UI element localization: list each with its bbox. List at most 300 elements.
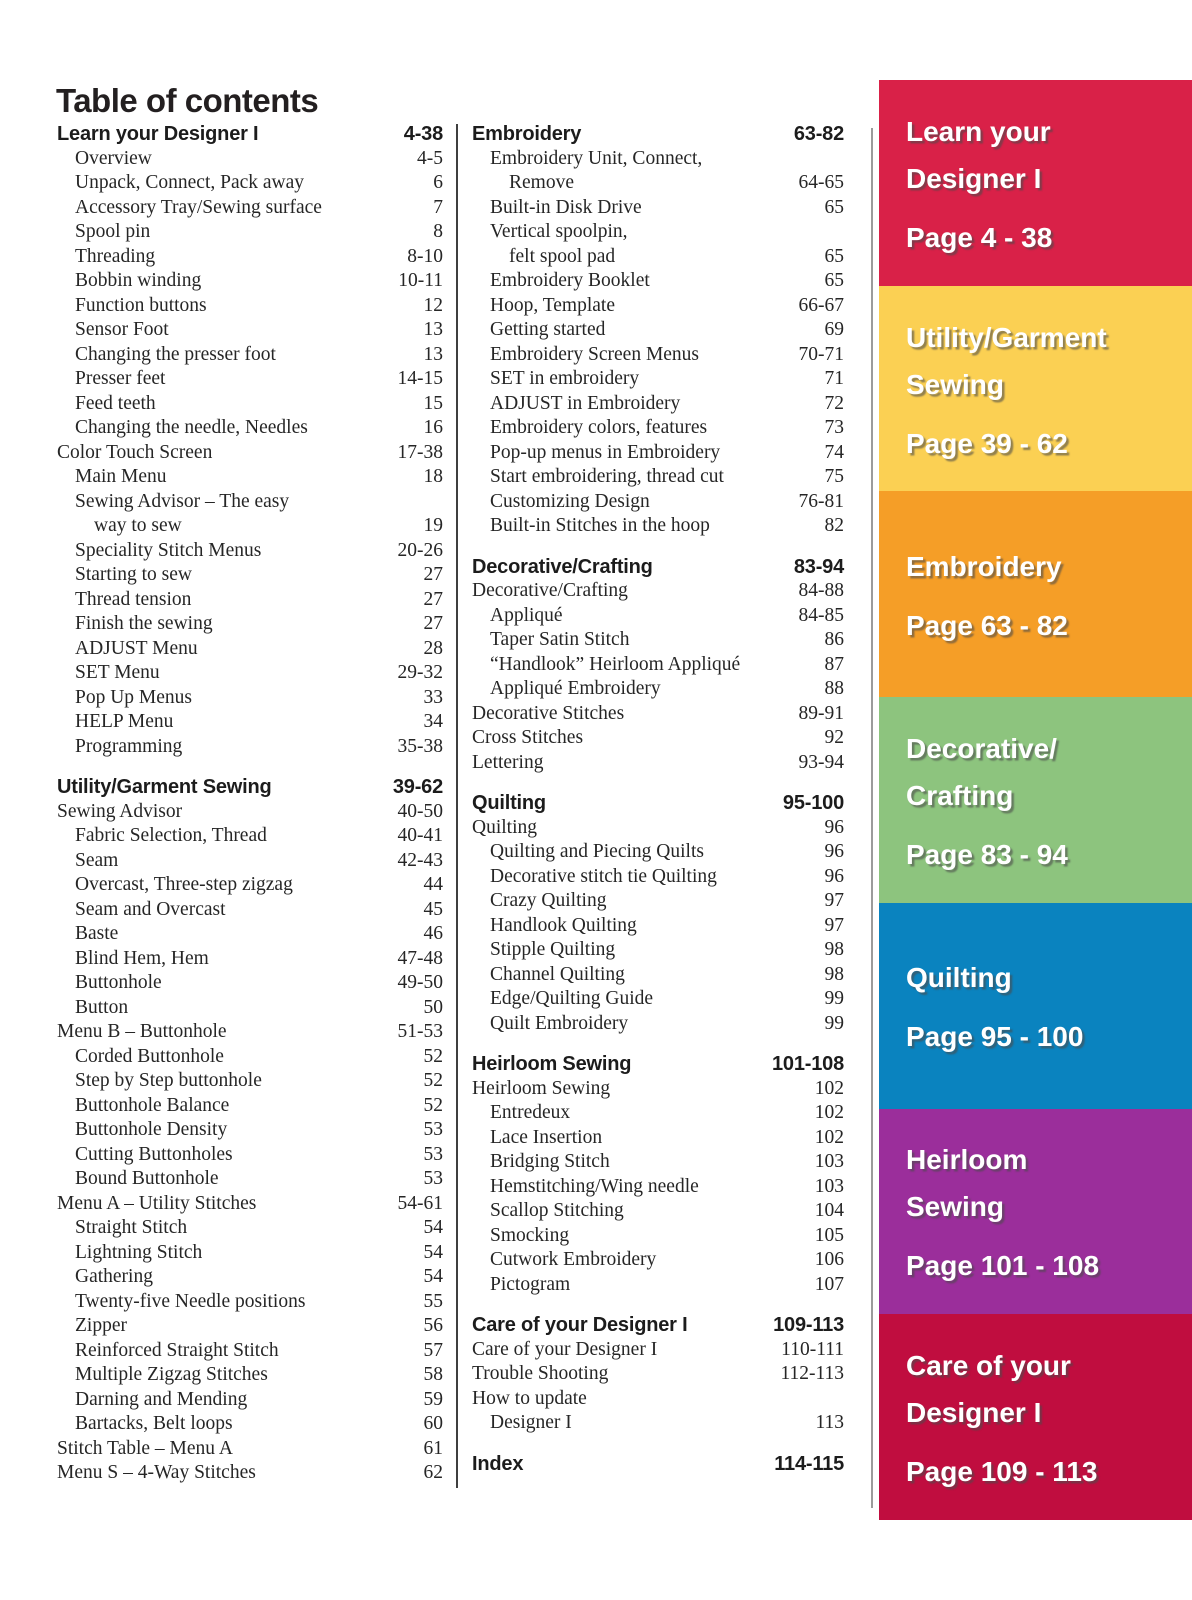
toc-entry-page: 7 (433, 196, 443, 218)
toc-entry-page: 4-5 (417, 147, 443, 169)
sidebar-section-page-range: Page 39 - 62 (906, 427, 1068, 459)
toc-entry-label: Embroidery Unit, Connect, (490, 147, 703, 169)
toc-entry-label: Changing the needle, Needles (75, 417, 308, 438)
toc-entry-label: Care of your Designer I (472, 1338, 658, 1360)
toc-entry-page: 20-26 (397, 539, 443, 561)
toc-entry (57, 1192, 443, 1217)
toc-entry (472, 269, 844, 294)
toc-entry (472, 1101, 844, 1126)
toc-entry-page: 46 (423, 923, 443, 944)
toc-section-heading (472, 122, 844, 147)
toc-entry-label: Straight Stitch (75, 1217, 188, 1238)
toc-entry-page: 40-50 (397, 800, 443, 822)
toc-entry (57, 1339, 443, 1364)
toc-entry-page: 69 (824, 319, 844, 340)
toc-entry (57, 1020, 443, 1045)
toc-entry (57, 441, 443, 466)
toc-entry-page: 96 (824, 865, 844, 887)
sidebar-section-block (879, 1109, 1192, 1315)
toc-entry (472, 367, 844, 392)
toc-entry-label: Multiple Zigzag Stitches (75, 1364, 268, 1385)
toc-entry (472, 1362, 844, 1387)
toc-entry-label: Reinforced Straight Stitch (75, 1339, 279, 1361)
toc-section-heading (472, 1313, 844, 1338)
toc-entry-label: Crazy Quilting (490, 890, 607, 911)
toc-entry-label: Menu S – 4-Way Stitches (57, 1462, 256, 1483)
toc-entry-label: Designer I (490, 1412, 572, 1433)
toc-section-heading (472, 1452, 844, 1477)
sidebar-section-block (879, 286, 1192, 492)
toc-entry (57, 1069, 443, 1094)
toc-entry-page: 10-11 (398, 270, 443, 291)
toc-entry-label: ADJUST in Embroidery (490, 392, 681, 414)
toc-entry-label: Quilt Embroidery (490, 1012, 629, 1034)
sidebar-section-block (879, 491, 1192, 697)
toc-entry-page: 83-94 (793, 555, 844, 578)
toc-entry (472, 1387, 844, 1412)
toc-entry-label: HELP Menu (75, 711, 174, 732)
toc-entry (472, 1224, 844, 1249)
toc-entry-page: 54 (423, 1241, 443, 1263)
toc-entry-page: 97 (824, 890, 844, 911)
toc-entry-page: 44 (423, 874, 443, 895)
toc-entry (472, 579, 844, 604)
toc-entry (57, 612, 443, 637)
toc-entry-label: Decorative stitch tie Quilting (490, 865, 717, 887)
toc-entry-page: 107 (814, 1273, 844, 1295)
toc-entry-page: 54 (423, 1217, 443, 1238)
toc-entry-label: Quilting and Piecing Quilts (490, 841, 704, 862)
toc-entry-label: Stitch Table – Menu A (57, 1437, 233, 1459)
toc-entry-page: 8-10 (407, 245, 443, 267)
toc-entry (57, 1290, 443, 1315)
toc-entry (57, 922, 443, 947)
toc-entry-label: Smocking (490, 1224, 570, 1246)
sidebar-section-block (879, 80, 1192, 286)
toc-entry (57, 147, 443, 172)
toc-entry (472, 865, 844, 890)
toc-entry-page: 102 (814, 1102, 844, 1123)
toc-entry-label: Decorative/Crafting (472, 580, 628, 601)
toc-entry-page: 96 (824, 816, 844, 838)
toc-entry-label: Cross Stitches (472, 727, 584, 748)
toc-entry-page: 18 (423, 466, 443, 487)
toc-entry (472, 653, 844, 678)
toc-entry (57, 514, 443, 539)
toc-entry-label: “Handlook” Heirloom Appliqué (490, 653, 741, 675)
toc-entry (57, 416, 443, 441)
toc-entry-label: Sensor Foot (75, 319, 169, 340)
toc-entry-page: 106 (814, 1249, 844, 1270)
toc-entry-page: 17-38 (397, 441, 443, 463)
toc-entry-page: 105 (814, 1224, 844, 1246)
toc-entry-page: 84-88 (798, 580, 844, 601)
toc-entry-page: 12 (423, 294, 443, 316)
toc-entry-page: 109-113 (773, 1314, 844, 1336)
toc-entry-label: Quilting (472, 816, 538, 838)
toc-entry-page: 76-81 (798, 490, 844, 512)
toc-entry (57, 1363, 443, 1388)
section-color-index-sidebar (879, 80, 1192, 1520)
toc-entry-label: Trouble Shooting (472, 1363, 609, 1384)
toc-entry (57, 1241, 443, 1266)
toc-entry-label: How to update (472, 1387, 587, 1409)
toc-entry-label: Embroidery Booklet (490, 270, 650, 291)
toc-entry-label: Getting started (490, 319, 606, 340)
toc-entry (57, 588, 443, 613)
toc-section-heading (472, 555, 844, 580)
toc-entry-label: Stipple Quilting (490, 939, 616, 960)
toc-entry (57, 1143, 443, 1168)
toc-entry (472, 604, 844, 629)
toc-entry-label: Fabric Selection, Thread (75, 825, 267, 846)
toc-entry-label: Care of your Designer I (472, 1314, 688, 1336)
toc-entry-page: 34 (423, 711, 443, 732)
toc-entry-label: Lettering (472, 751, 544, 773)
toc-entry-label: Accessory Tray/Sewing surface (75, 196, 322, 218)
toc-entry (472, 392, 844, 417)
toc-entry (472, 1411, 844, 1436)
toc-entry-label: Heirloom Sewing (472, 1053, 632, 1075)
toc-entry-page: 50 (423, 996, 443, 1018)
toc-entry-page: 98 (824, 939, 844, 960)
toc-entry-label: Finish the sewing (75, 613, 213, 634)
toc-entry-label: Start embroidering, thread cut (490, 466, 724, 487)
toc-entry-label: Changing the presser foot (75, 343, 276, 365)
toc-entry-page: 112-113 (780, 1363, 844, 1384)
toc-entry (57, 1167, 443, 1192)
sidebar-section-title-line: Care of your (906, 1350, 1071, 1382)
toc-entry (472, 147, 844, 172)
toc-entry (57, 637, 443, 662)
toc-entry-page: 57 (423, 1339, 443, 1361)
toc-entry (472, 245, 844, 270)
toc-entry-label: Blind Hem, Hem (75, 947, 209, 969)
toc-entry (57, 1412, 443, 1437)
toc-entry-label: Button (75, 996, 129, 1018)
toc-entry-page: 33 (423, 686, 443, 708)
sidebar-section-page-range: Page 95 - 100 (906, 1021, 1084, 1053)
toc-entry-label: Index (472, 1452, 524, 1475)
toc-entry-page: 8 (433, 221, 443, 242)
toc-entry-page: 54 (423, 1266, 443, 1287)
sidebar-section-title-line: Learn your (906, 115, 1051, 147)
toc-entry-label: Utility/Garment Sewing (57, 776, 272, 798)
toc-entry-page: 101-108 (772, 1053, 844, 1075)
toc-entry-label: Quilting (472, 792, 546, 814)
toc-entry-label: Corded Buttonhole (75, 1045, 224, 1067)
toc-entry (57, 563, 443, 588)
toc-entry-page: 71 (824, 368, 844, 389)
toc-entry-label: Pop Up Menus (75, 686, 193, 708)
toc-entry-label: Bridging Stitch (490, 1151, 610, 1172)
toc-entry-label: Embroidery (472, 123, 582, 145)
toc-entry-page: 53 (423, 1143, 443, 1165)
toc-entry-label: Step by Step buttonhole (75, 1070, 262, 1091)
toc-entry-label: Speciality Stitch Menus (75, 539, 262, 561)
toc-entry-page: 19 (423, 515, 443, 536)
toc-entry-page: 95-100 (782, 792, 844, 814)
toc-entry (57, 269, 443, 294)
toc-entry (57, 661, 443, 686)
toc-entry (472, 490, 844, 515)
toc-entry-page: 61 (423, 1437, 443, 1459)
toc-entry (472, 220, 844, 245)
toc-entry-page: 96 (824, 841, 844, 862)
sidebar-section-title-line: Sewing (906, 368, 1005, 400)
toc-entry (472, 441, 844, 466)
toc-entry-label: Hemstitching/Wing needle (490, 1175, 699, 1197)
toc-entry-label: Hoop, Template (490, 294, 615, 316)
toc-entry-page: 35-38 (397, 735, 443, 757)
toc-entry (57, 245, 443, 270)
toc-entry (472, 1338, 844, 1363)
toc-entry-label: Buttonhole Balance (75, 1094, 230, 1116)
toc-entry-label: Handlook Quilting (490, 914, 637, 936)
toc-entry (472, 914, 844, 939)
toc-entry (57, 490, 443, 515)
toc-entry-page: 40-41 (397, 825, 443, 846)
toc-entry-page: 28 (423, 637, 443, 659)
toc-entry (472, 343, 844, 368)
toc-entry (57, 824, 443, 849)
toc-entry-page: 92 (824, 727, 844, 748)
toc-entry-label: Bound Buttonhole (75, 1168, 219, 1189)
column-divider-line (456, 124, 458, 1488)
toc-section-heading (472, 791, 844, 816)
sidebar-section-block (879, 903, 1192, 1109)
toc-entry-page: 53 (423, 1119, 443, 1140)
toc-entry-label: Learn your Designer I (57, 123, 259, 145)
toc-entry-label: Heirloom Sewing (472, 1077, 611, 1099)
toc-entry-page: 42-43 (397, 849, 443, 871)
toc-entry (57, 343, 443, 368)
toc-entry-page: 114-115 (774, 1452, 844, 1475)
toc-entry (472, 938, 844, 963)
toc-entry-label: Cutting Buttonholes (75, 1143, 233, 1165)
toc-entry (472, 1150, 844, 1175)
toc-entry (57, 196, 443, 221)
toc-entry (472, 1077, 844, 1102)
toc-entry-label: Seam (75, 849, 119, 871)
toc-entry-label: Entredeux (490, 1102, 571, 1123)
toc-entry-page: 6 (433, 172, 443, 193)
toc-entry-page: 62 (423, 1462, 443, 1483)
toc-entry-label: Appliqué (490, 604, 563, 626)
toc-entry-label: Darning and Mending (75, 1388, 248, 1410)
sidebar-section-title-line: Utility/Garment (906, 321, 1107, 353)
toc-entry-page: 75 (824, 466, 844, 487)
toc-entry-page: 65 (824, 196, 844, 218)
toc-entry (57, 971, 443, 996)
toc-entry-page: 13 (423, 343, 443, 365)
toc-entry-label: Buttonhole Density (75, 1119, 228, 1140)
toc-entry-page: 98 (824, 963, 844, 985)
toc-entry-page: 15 (423, 392, 443, 414)
toc-entry (57, 318, 443, 343)
toc-entry-label: Lace Insertion (490, 1126, 603, 1148)
toc-entry-label: Feed teeth (75, 392, 156, 414)
toc-entry-page: 86 (824, 629, 844, 650)
toc-entry (57, 1388, 443, 1413)
toc-entry-label: Presser feet (75, 368, 166, 389)
sidebar-section-page-range: Page 109 - 113 (906, 1456, 1098, 1488)
toc-entry (57, 392, 443, 417)
toc-entry (57, 1045, 443, 1070)
toc-entry (472, 702, 844, 727)
sidebar-section-title-line: Heirloom (906, 1144, 1028, 1176)
toc-entry-label: Bobbin winding (75, 270, 202, 291)
toc-entry (57, 849, 443, 874)
toc-entry (472, 889, 844, 914)
toc-section-heading (57, 122, 443, 147)
toc-entry-page: 102 (814, 1077, 844, 1099)
toc-entry-page: 56 (423, 1315, 443, 1336)
toc-entry-label: Built-in Stitches in the hoop (490, 515, 710, 536)
toc-entry (472, 514, 844, 539)
toc-entry (472, 1012, 844, 1037)
toc-entry (57, 367, 443, 392)
toc-entry-page: 39-62 (392, 776, 443, 798)
toc-entry-page: 113 (815, 1412, 844, 1433)
toc-entry-page: 84-85 (798, 604, 844, 626)
toc-entry (472, 416, 844, 441)
toc-entry (472, 294, 844, 319)
toc-entry-page: 65 (824, 270, 844, 291)
toc-entry-page: 64-65 (798, 172, 844, 193)
toc-entry (57, 947, 443, 972)
toc-entry-page: 93-94 (798, 751, 844, 773)
toc-column-middle (472, 122, 844, 1476)
toc-entry (472, 840, 844, 865)
toc-entry-page: 27 (423, 613, 443, 634)
toc-entry (57, 686, 443, 711)
sidebar-section-page-range: Page 4 - 38 (906, 221, 1053, 253)
toc-entry-label: Twenty-five Needle positions (75, 1290, 306, 1312)
toc-entry-label: Main Menu (75, 466, 167, 487)
sidebar-section-title-line: Embroidery (906, 550, 1062, 582)
toc-entry (57, 996, 443, 1021)
toc-entry (57, 1094, 443, 1119)
toc-entry-label: SET Menu (75, 662, 160, 683)
sidebar-section-title-line: Decorative/ (906, 733, 1057, 765)
toc-entry-label: Thread tension (75, 588, 192, 610)
toc-entry (472, 987, 844, 1012)
toc-entry-page: 52 (423, 1094, 443, 1116)
toc-entry-page: 104 (814, 1200, 844, 1221)
toc-entry-page: 70-71 (798, 343, 844, 365)
toc-entry (472, 816, 844, 841)
toc-entry-page: 87 (824, 653, 844, 675)
toc-entry-page: 54-61 (397, 1192, 443, 1214)
toc-entry-label: ADJUST Menu (75, 637, 198, 659)
toc-entry-label: Bartacks, Belt loops (75, 1413, 233, 1434)
toc-entry-label: felt spool pad (509, 245, 616, 267)
toc-entry-page: 99 (824, 988, 844, 1009)
toc-entry-page: 47-48 (397, 947, 443, 969)
toc-entry (57, 1265, 443, 1290)
toc-entry-page: 59 (423, 1388, 443, 1410)
toc-entry-label: Menu B – Buttonhole (57, 1021, 227, 1042)
toc-entry (57, 1216, 443, 1241)
toc-entry-label: Sewing Advisor (57, 800, 183, 822)
toc-entry (472, 465, 844, 490)
toc-entry-page: 60 (423, 1413, 443, 1434)
toc-entry-page: 97 (824, 914, 844, 936)
sidebar-section-block (879, 1314, 1192, 1520)
toc-entry-page: 99 (824, 1012, 844, 1034)
toc-entry (472, 1199, 844, 1224)
toc-entry (57, 539, 443, 564)
toc-entry (57, 800, 443, 825)
page-title: Table of contents (56, 82, 319, 119)
toc-entry-label: Vertical spoolpin, (490, 221, 628, 242)
toc-entry (57, 710, 443, 735)
toc-entry (57, 171, 443, 196)
sidebar-section-page-range: Page 63 - 82 (906, 609, 1068, 641)
toc-entry-page: 45 (423, 898, 443, 920)
toc-entry-label: Decorative/Crafting (472, 555, 653, 578)
toc-entry-label: Customizing Design (490, 490, 650, 512)
toc-entry (472, 1273, 844, 1298)
toc-entry-page: 27 (423, 564, 443, 585)
toc-entry-page: 82 (824, 515, 844, 536)
toc-entry-label: Seam and Overcast (75, 898, 226, 920)
toc-entry-page: 73 (824, 417, 844, 438)
toc-entry-page: 16 (423, 417, 443, 438)
toc-entry-page: 55 (423, 1290, 443, 1312)
toc-entry-label: Remove (509, 172, 574, 193)
toc-section-heading (472, 1052, 844, 1077)
toc-entry-page: 74 (824, 441, 844, 463)
toc-entry-label: Zipper (75, 1315, 127, 1336)
toc-entry (57, 220, 443, 245)
toc-entry (472, 751, 844, 776)
toc-entry-label: Menu A – Utility Stitches (57, 1192, 257, 1214)
toc-entry (472, 171, 844, 196)
toc-entry-page: 29-32 (397, 662, 443, 683)
toc-entry-page: 4-38 (403, 123, 443, 145)
toc-entry-label: way to sew (94, 515, 182, 536)
toc-entry-label: Spool pin (75, 221, 151, 242)
toc-entry-label: Edge/Quilting Guide (490, 988, 654, 1009)
toc-entry-label: Gathering (75, 1266, 153, 1287)
toc-entry-page: 72 (824, 392, 844, 414)
toc-entry-label: Function buttons (75, 294, 207, 316)
toc-entry-label: Scallop Stitching (490, 1200, 624, 1221)
toc-entry-label: Color Touch Screen (57, 441, 213, 463)
toc-entry-page: 103 (814, 1175, 844, 1197)
toc-entry-label: Lightning Stitch (75, 1241, 203, 1263)
toc-entry-page: 63-82 (793, 123, 844, 145)
sidebar-section-title-line: Designer I (906, 1397, 1042, 1429)
sidebar-section-title-line: Sewing (906, 1191, 1005, 1223)
sidebar-section-block (879, 697, 1192, 903)
toc-entry-page: 13 (423, 319, 443, 340)
toc-entry (472, 1175, 844, 1200)
toc-entry (57, 1461, 443, 1486)
toc-entry (472, 677, 844, 702)
toc-entry-page: 65 (824, 245, 844, 267)
toc-entry-label: SET in embroidery (490, 368, 640, 389)
toc-entry-page: 110-111 (781, 1338, 844, 1360)
toc-entry-page: 14-15 (397, 368, 443, 389)
toc-entry-label: Embroidery colors, features (490, 417, 708, 438)
sidebar-section-title-line: Crafting (906, 780, 1014, 812)
toc-entry-page: 66-67 (798, 294, 844, 316)
toc-entry-label: Threading (75, 245, 156, 267)
toc-entry (472, 318, 844, 343)
